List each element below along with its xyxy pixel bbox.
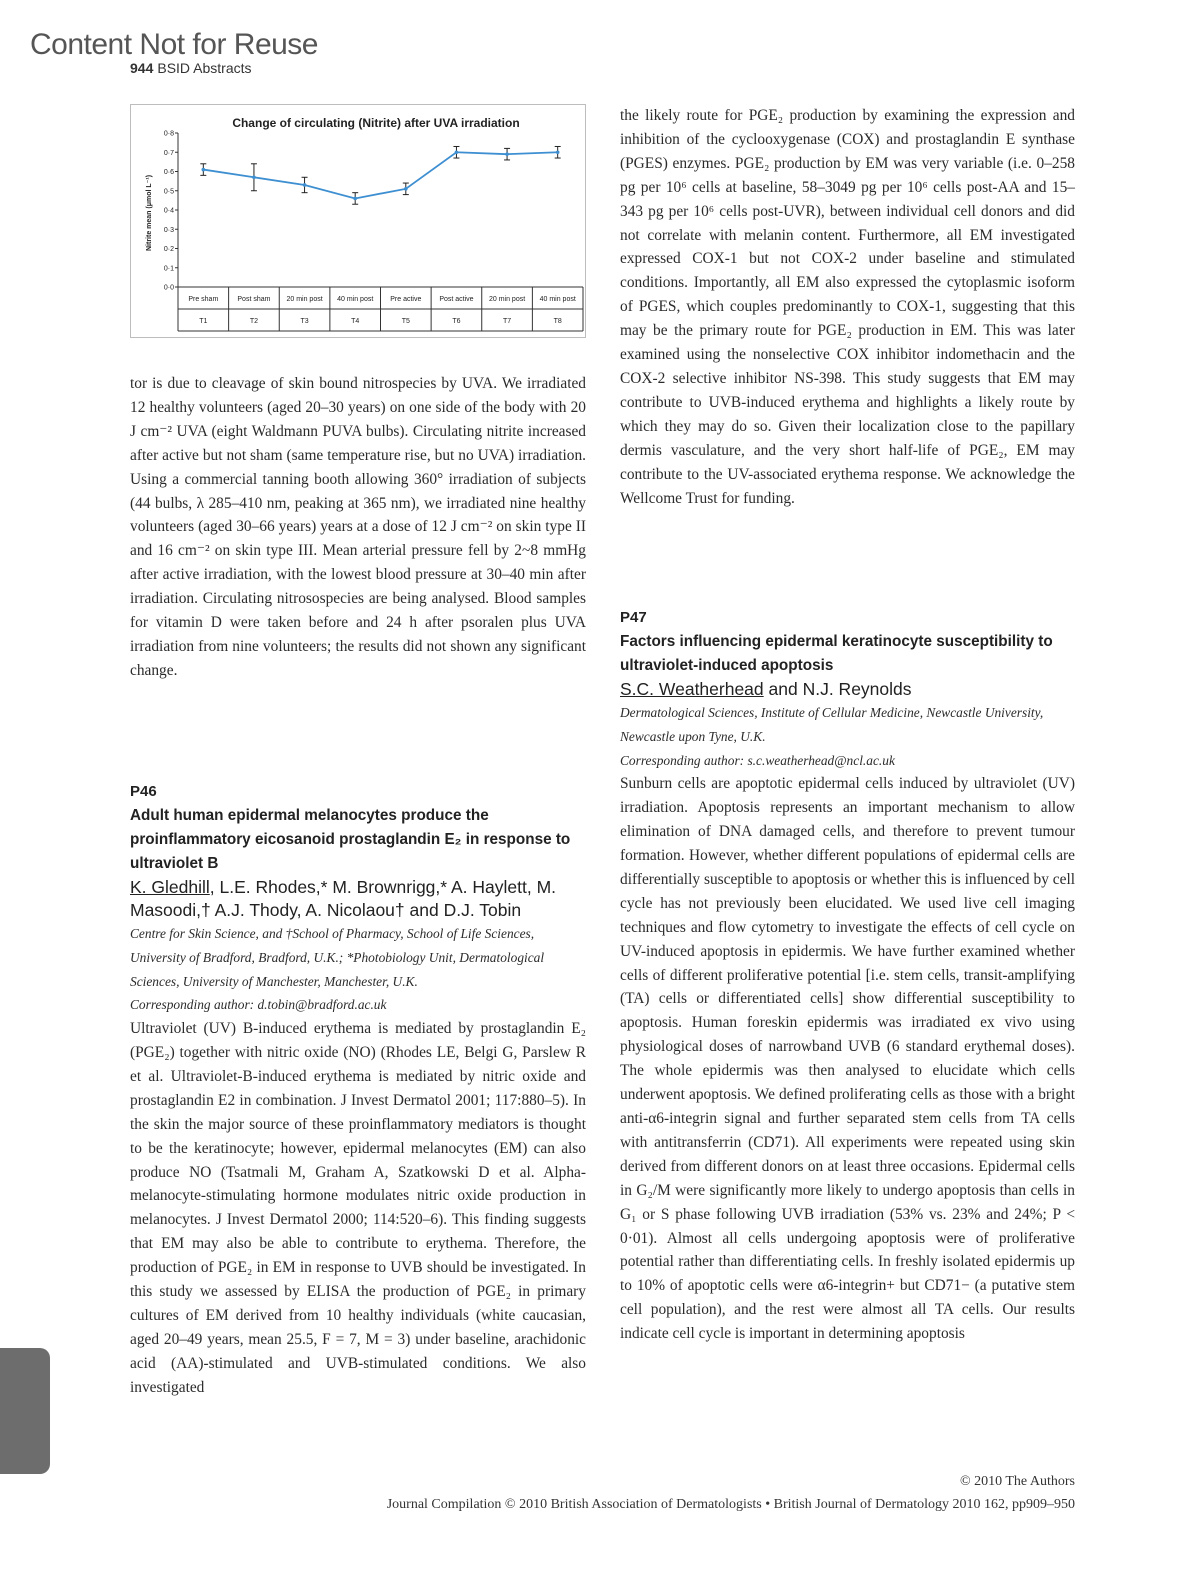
presenting-author: S.C. Weatherhead [620, 678, 764, 699]
corresponding-author: Corresponding author: s.c.weatherhead@ncl.ac.uk [620, 752, 895, 768]
x-timepoint-label: T5 [401, 318, 410, 325]
chart-title: Change of circulating (Nitrite) after UVA irradiation [232, 116, 520, 130]
nitrite-line-chart [131, 105, 585, 337]
co-authors: and N.J. Reynolds [763, 678, 912, 699]
page-number: 944 [130, 60, 154, 76]
data-point [505, 152, 509, 156]
x-timepoint-label: T7 [502, 318, 512, 325]
y-tick-label: 0·5 [163, 188, 174, 196]
abstract-id: P46 [130, 783, 157, 800]
abstract-authors [620, 678, 1075, 701]
y-tick-label: 0·7 [163, 149, 174, 157]
x-category-label: 40 min post [337, 296, 374, 303]
data-point [202, 168, 206, 172]
data-point [303, 183, 307, 187]
x-timepoint-label: T8 [553, 318, 562, 325]
x-timepoint-label: T4 [351, 318, 360, 325]
copyright-line: © 2010 The Authors [960, 1474, 1075, 1489]
abstract-p47 [620, 606, 1075, 1346]
abstract-title: Factors influencing epidermal keratinocyte susceptibility to ultraviolet-induced apoptosis [620, 632, 1053, 674]
abstract-p46-continued [620, 104, 1075, 510]
x-category-label: Post sham [237, 296, 271, 303]
x-category-label: Pre active [390, 296, 422, 303]
y-tick-label: 0·6 [163, 169, 174, 176]
abstract-id: P47 [620, 609, 647, 626]
abstract-p46 [130, 780, 586, 1400]
y-tick-label: 0·8 [163, 130, 174, 138]
y-tick-label: 0·3 [163, 226, 174, 234]
continuation-text: tor is due to cleavage of skin bound nitrospecies by UVA. We irradiated 12 healthy volunteers (aged 20–30 years) on one side of the body with 20 J cm⁻² UVA (eight Waldmann PUVA bulbs). Circulating nitrite increased after active but not sham (same temperature rise, but no UVA) irradiation. Using a commercial tanning booth allowing 360° irradiation of subjects (44 bulbs, λ 285–410 nm, peaking at 365 nm), we irradiated nine healthy volunteers (aged 30–66 years) years at a dose of 12 J cm⁻² on skin type II and 16 cm⁻² on skin type III. Mean arterial pressure fell by 2~8 mmHg after active irradiation, with the lowest blood pressure at 30–40 min after irradiation. Circulating nitrosospecies are being analysed. Blood samples for vitamin D were taken before and 24 h after psoralen plus UVA irradiation from nine volunteers; the results did not shown any significant change. [130, 375, 586, 679]
page-side-tab [0, 1348, 50, 1474]
y-tick-label: 0·1 [163, 265, 174, 273]
x-category-label: 20 min post [488, 296, 526, 303]
abstract-affiliation: Centre for Skin Science, and †School of Pharmacy, School of Life Sciences, University of Bradford, Bradford, U.K.; *Photobiology Unit, Dermatological Sciences, University of Manchester, Manchester, U.K. [130, 925, 545, 989]
x-category-label: 20 min post [286, 296, 323, 303]
data-point [455, 150, 459, 154]
data-point [252, 175, 256, 179]
data-point [353, 197, 357, 201]
watermark: Content Not for Reuse [30, 28, 318, 61]
y-tick-label: 0·0 [163, 284, 174, 292]
nitrite-series-line [203, 152, 557, 198]
nitrite-figure [130, 104, 586, 338]
left-column-continuation [130, 372, 586, 683]
abstract-title: Adult human epidermal melanocytes produce the proinflammatory eicosanoid prostaglandin E₂ in response to ultraviolet B [130, 806, 571, 872]
x-timepoint-label: T6 [452, 318, 461, 325]
abstract-body: Ultraviolet (UV) B-induced erythema is mediated by prostaglandin E₂ (PGE₂) together with nitric oxide (NO) (Rhodes LE, Belgi G, Parslew R et al. Ultraviolet-B-induced erythema is mediated by nitric oxide and prostaglandin E2 in combination. J Invest Dermatol 2001; 117:880–5). In the skin the major source of these proinflammatory mediators is thought to be the keratinocyte; however, epidermal melanocytes (EM) can also produce NO (Tsatmali M, Graham A, Szatkowski D et al. Alpha-melanocyte-stimulating hormone modulates nitric oxide production in melanocytes. J Invest Dermatol 2000; 114:520–6). This finding suggests that EM may also be able to contribute to erythema. Therefore, the production of PGE₂ in EM in response to UVB should be investigated. In this study we assessed by ELISA the production of PGE₂ in primary cultures of EM derived from 10 healthy individuals (white caucasian, aged 20–49 years, mean 25.5, F = 7, M = 3) under baseline, arachidonic acid (AA)-stimulated and UVB-stimulated conditions. We also investigated [130, 1020, 586, 1396]
x-timepoint-label: T1 [199, 318, 208, 325]
journal-compilation-line: Journal Compilation © 2010 British Association of Dermatologists • British Journal of Dermatology 2010 162, pp909–950 [386, 1497, 1075, 1512]
abstract-body-continued: the likely route for PGE₂ production by examining the expression and inhibition of the cyclooxygenase (COX) and prostaglandin E synthase (PGES) enzymes. PGE₂ production by EM was very variable (i.e. 0–258 pg per 10⁶ cells at baseline, 58–3049 pg per 10⁶ cells post-AA and 15–343 pg per 10⁶ cells post-UVR), between individual cell donors and did not correlate with melanin content. Furthermore, all EM investigated expressed COX-1 but not COX-2 under baseline and stimulated conditions. Importantly, all EM also expressed the cytoplasmic isoform of PGES, which couples predominantly to COX-1, suggesting that this may be the primary route for PGE₂ production in EM. This was later examined using the nonselective COX inhibitor indomethacin and the COX-2 selective inhibitor NS-398. This study suggests that EM may contribute to UVB-induced erythema and highlights a likely route by which they may do so. Given their localization close to the papillary dermis vasculature, and the very short half-life of PGE₂, EM may contribute to the UV-associated erythema response. We acknowledge the Wellcome Trust for funding. [620, 107, 1075, 507]
abstract-authors [130, 876, 586, 922]
x-timepoint-label: T3 [300, 318, 309, 325]
y-tick-label: 0·2 [163, 246, 174, 253]
x-timepoint-label: T2 [249, 318, 259, 325]
running-head [130, 60, 252, 76]
corresponding-author: Corresponding author: d.tobin@bradford.ac.uk [130, 997, 387, 1013]
x-category-label: Pre sham [188, 296, 219, 303]
abstract-body: Sunburn cells are apoptotic epidermal cells induced by ultraviolet (UV) irradiation. Apoptosis represents an important mechanism to allow elimination of DNA damaged cells, and therefore to prevent tumour formation. However, whether different populations of epidermal cells are differentially susceptible to apoptosis or whether this is influenced by cell cycle has not previously been elucidated. We used live cell imaging techniques and flow cytometry to investigate the effects of cell cycle on UV-induced apoptosis in epidermis. We have further examined whether cells of different proliferative potential [i.e. stem cells, transit-amplifying (TA) cells or differentiated cells] show differential susceptibility to apoptosis. Human foreskin epidermis was irradiated ex vivo using physiological doses of narrowband UVB (6 standard erythemal doses). The whole epidermis was then analysed to elucidate which cells underwent apoptosis. We defined proliferating cells as those with a bright anti-α6-integrin signal and further separated stem cells from TA cells with antitransferrin (CD71). All experiments were repeated using skin derived from different donors on at least three occasions. Epidermal cells in G₂/M were significantly more likely to undergo apoptosis than cells in G₁ or S phase following UVB irradiation (53% vs. 23% and 24%; P < 0·01). Almost all cells undergoing apoptosis were of proliferative potential rather than differentiating cells. In freshly isolated epidermis up to 10% of apoptotic cells were α6-integrin+ but CD71− (a putative stem cell population), and the rest were almost all TA cells. Our results indicate cell cycle is important in determining apoptosis [620, 775, 1075, 1343]
co-authors: , L.E. Rhodes,* M. Brownrigg,* A. Haylett, M. Masoodi,† A.J. Thody, A. Nicolaou† and D.J. Tobin [130, 876, 557, 920]
data-point [404, 187, 408, 191]
data-point [556, 150, 560, 154]
x-category-label: Post active [439, 296, 474, 303]
journal-section: BSID Abstracts [157, 60, 252, 76]
y-tick-label: 0·4 [163, 207, 174, 215]
x-category-label: 40 min post [539, 296, 576, 303]
y-axis-label: Nitrite mean (μmol L⁻¹) [146, 174, 153, 252]
presenting-author: K. Gledhill [130, 876, 210, 897]
abstract-affiliation: Dermatological Sciences, Institute of Cellular Medicine, Newcastle University, Newcastle upon Tyne, U.K. [620, 704, 1044, 744]
